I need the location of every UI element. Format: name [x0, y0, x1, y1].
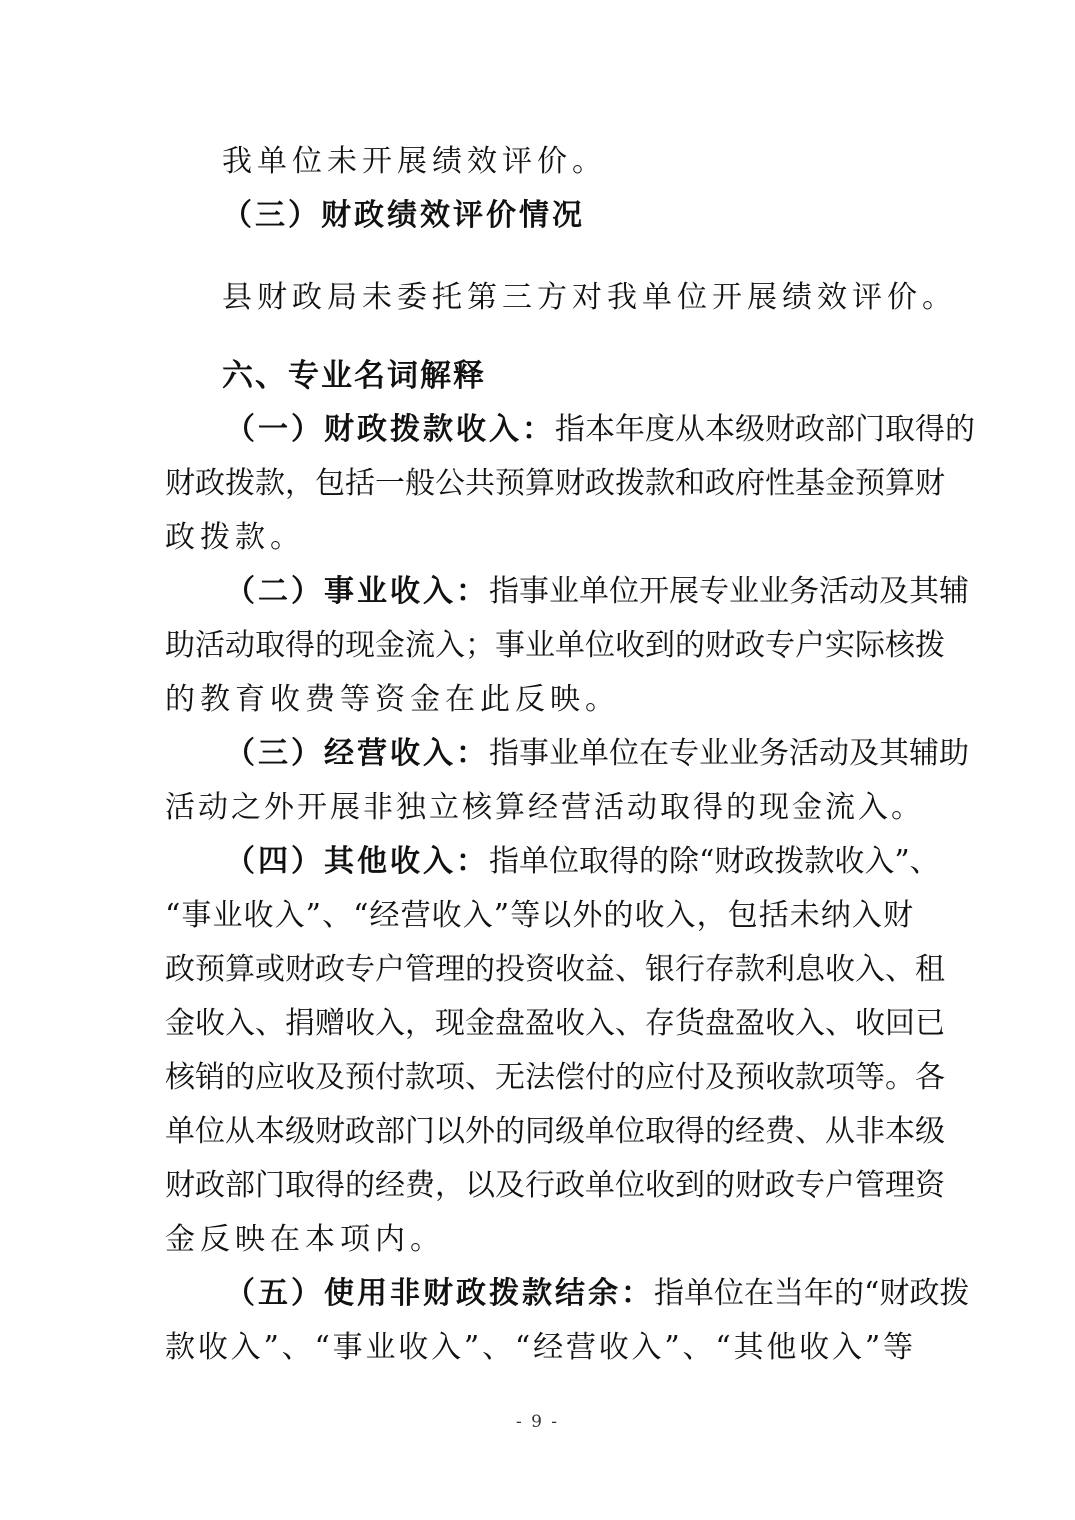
paragraph-line: 我单位未开展绩效评价。	[222, 144, 607, 179]
definition-text: 指单位在当年的“财政拨	[654, 1276, 970, 1311]
paragraph-line: 财政拨款，包括一般公共预算财政拨款和政府性基金预算财	[165, 466, 945, 501]
definition-term: （四）其他收入：	[225, 844, 489, 879]
definition-line	[165, 734, 969, 774]
page-number: - 9 -	[515, 1412, 560, 1432]
paragraph-line: 活动之外开展非独立核算经营活动取得的现金流入。	[165, 790, 924, 825]
paragraph-line: 金收入、捐赠收入，现金盘盈收入、存货盘盈收入、收回已	[165, 1006, 945, 1041]
definition-text: 指单位取得的除“财政拨款收入”、	[489, 844, 940, 879]
definition-term: （三）经营收入：	[225, 736, 489, 771]
paragraph-line: 的教育收费等资金在此反映。	[165, 682, 620, 717]
definition-term: （二）事业收入：	[225, 574, 489, 609]
definition-term: （一）财政拨款收入：	[225, 412, 555, 447]
definition-term: （五）使用非财政拨款结余：	[225, 1276, 654, 1311]
paragraph-line: 核销的应收及预付款项、无法偿付的应付及预收款项等。各	[165, 1060, 945, 1095]
subsection-heading: （三）财政绩效评价情况	[222, 198, 585, 233]
definition-text: 指事业单位开展专业业务活动及其辅	[489, 574, 969, 609]
paragraph-line: 助活动取得的现金流入；事业单位收到的财政专户实际核拨	[165, 628, 945, 663]
paragraph-line: 金反映在本项内。	[165, 1222, 445, 1257]
definition-text: 指本年度从本级财政部门取得的	[555, 412, 975, 447]
paragraph-line: 政预算或财政专户管理的投资收益、银行存款利息收入、租	[165, 952, 945, 987]
definition-text: 指事业单位在专业业务活动及其辅助	[489, 736, 969, 771]
paragraph-line: 财政部门取得的经费，以及行政单位收到的财政专户管理资	[165, 1168, 945, 1203]
definition-line	[165, 842, 940, 882]
definition-line	[165, 1274, 970, 1314]
paragraph-line: 县财政局未委托第三方对我单位开展绩效评价。	[222, 280, 957, 315]
definition-line	[165, 572, 969, 612]
paragraph-line: “事业收入”、“经营收入”等以外的收入，包括未纳入财	[165, 898, 913, 933]
paragraph-line: 单位从本级财政部门以外的同级单位取得的经费、从非本级	[165, 1114, 945, 1149]
definition-line	[165, 410, 975, 450]
paragraph-line: 款收入”、“事业收入”、“经营收入”、“其他收入”等	[165, 1330, 913, 1365]
section-heading: 六、专业名词解释	[222, 358, 486, 394]
paragraph-line: 政拨款。	[165, 520, 305, 555]
